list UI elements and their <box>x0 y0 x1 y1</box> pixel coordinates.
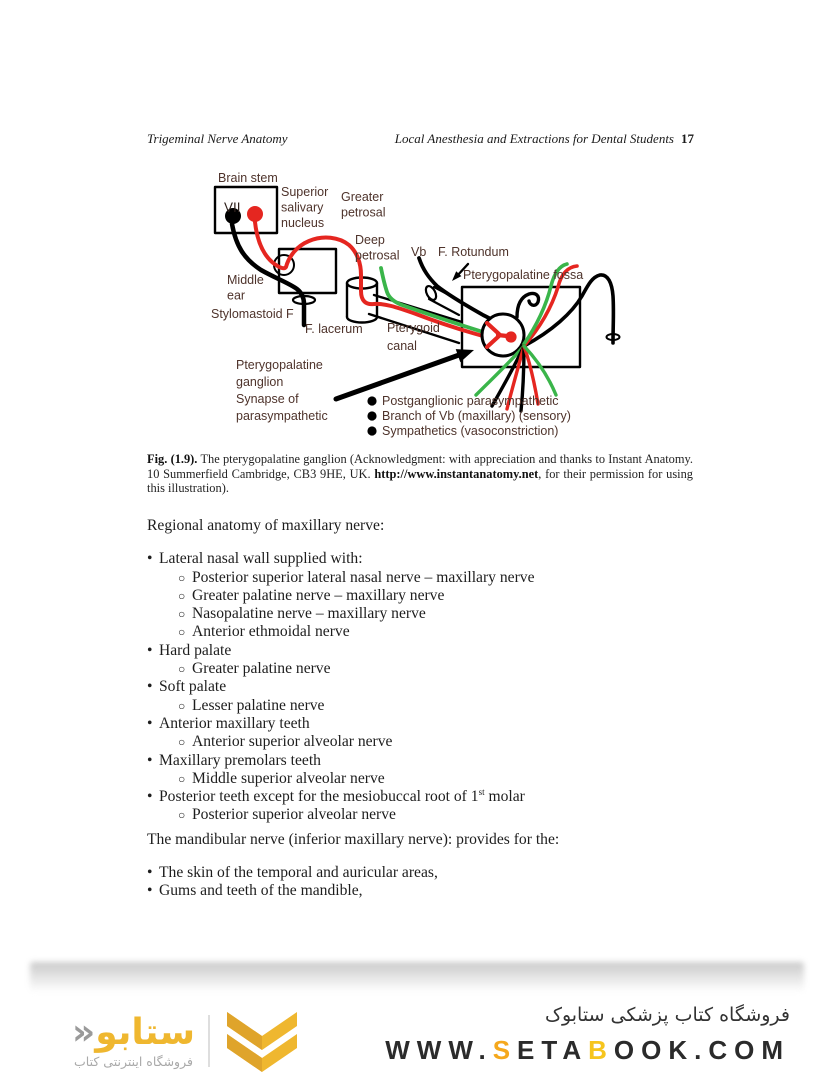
list-item-text: Hard palate <box>159 641 232 659</box>
list-item <box>147 605 703 623</box>
parasympathetic-soma-red <box>247 206 263 222</box>
bullet-marker: ○ <box>178 698 186 713</box>
list-item <box>147 569 703 587</box>
svg-text:parasympathetic: parasympathetic <box>236 409 328 423</box>
list-item-text: Posterior teeth except for the mesiobuccal root of 1 <box>159 788 479 806</box>
label-greater-petrosal: Greater <box>341 190 384 204</box>
list-item-text: Maxillary premolars teeth <box>159 751 321 769</box>
bullet-marker: ○ <box>178 735 186 750</box>
label-vii: VII <box>224 200 241 215</box>
list-item-text: Nasopalatine nerve – maxillary nerve <box>192 605 426 623</box>
svg-text:canal: canal <box>387 339 417 353</box>
label-pterygoid-canal: Pterygoid <box>387 321 440 335</box>
list-item: • Posterior teeth except for the mesiobuccal root of 1st molar <box>147 786 525 806</box>
list-item <box>147 882 703 900</box>
running-head-right: Local Anesthesia and Extractions for Dental Students 17 <box>394 131 694 146</box>
bullet-marker: ○ <box>178 588 186 603</box>
list-item <box>147 660 703 678</box>
list-item-text: Gums and teeth of the mandible, <box>159 882 363 900</box>
list-item <box>147 806 703 824</box>
logo-word-kaf: « <box>72 1011 96 1053</box>
list-item-text: Lateral nasal wall supplied with: <box>159 550 363 568</box>
legend-item: Branch of Vb (maxillary) (sensory) <box>382 409 571 423</box>
list-item-text: Anterior ethmoidal nerve <box>192 623 350 641</box>
svg-text:petrosal: petrosal <box>341 205 386 220</box>
logo-tagline: فروشگاه اینترنتی کتاب <box>74 1053 193 1069</box>
bullet-list-mandibular <box>147 864 703 901</box>
footer-store-title: فروشگاه کتاب پزشکی ستابوک <box>544 1004 790 1026</box>
bullet-marker: • <box>147 864 153 882</box>
label-brain-stem: Brain stem <box>218 171 278 185</box>
list-item <box>147 752 703 770</box>
bullet-marker: • <box>147 882 153 900</box>
list-item <box>147 642 703 660</box>
legend-bullets <box>367 396 376 435</box>
list-item <box>147 623 703 641</box>
bullet-marker: • <box>147 641 153 659</box>
label-f-rotundum: F. Rotundum <box>438 245 509 259</box>
svg-text:Synapse of: Synapse of <box>236 392 299 406</box>
label-vb: Vb <box>411 245 427 259</box>
bullet-marker: • <box>147 678 153 696</box>
figure-caption: Fig. (1.9). The pterygopalatine ganglion (Acknowledgment: with appreciation and thanks to Instant Anatomy. 10 Summerfield Cambridge, CB3 9HE, UK. http://www.instantanatomy.net, for their permission for using this illustration). <box>147 452 693 496</box>
setabook-logo <box>72 1010 301 1072</box>
double-chevron-icon <box>223 1010 301 1072</box>
running-head-left: Trigeminal Nerve Anatomy <box>147 131 288 146</box>
logo-word-main: ستابو <box>95 1011 195 1053</box>
label-middle-ear: Middle <box>227 273 264 287</box>
paragraph-regional-anatomy: Regional anatomy of maxillary nerve: <box>147 517 385 534</box>
list-item-text: Anterior maxillary teeth <box>159 714 310 732</box>
list-item-text: Middle superior alveolar nerve <box>192 769 385 787</box>
svg-text:nucleus: nucleus <box>281 216 325 230</box>
bullet-marker: ○ <box>178 808 186 823</box>
body-text <box>147 517 703 901</box>
page-number: 17 <box>681 131 694 146</box>
label-superior-salivary: Superior <box>281 185 329 199</box>
label-ganglion: Pterygopalatine <box>236 358 323 372</box>
list-item-text: Greater palatine nerve <box>192 660 331 678</box>
figure-diagram <box>0 160 834 450</box>
label-pterygopalatine-fossa: Pterygopalatine fossa <box>463 268 584 282</box>
footer-right <box>385 1004 790 1066</box>
label-f-lacerum: F. lacerum <box>305 322 363 336</box>
list-item <box>147 697 703 715</box>
bullet-marker: • <box>147 714 153 732</box>
svg-text:salivary: salivary <box>281 200 324 215</box>
bullet-list-maxillary <box>147 550 703 824</box>
bullet-marker: ○ <box>178 607 186 622</box>
list-item <box>147 864 703 882</box>
page-bottom-shadow <box>30 962 804 992</box>
footer-banner <box>0 1000 834 1080</box>
ganglion-pointer-arrow <box>336 349 474 399</box>
synapse-dot <box>505 331 516 342</box>
list-item <box>147 770 703 788</box>
list-item-text: Posterior superior lateral nasal nerve – maxillary nerve <box>192 568 535 586</box>
list-item <box>147 733 703 751</box>
list-item-text: Greater palatine nerve – maxillary nerve <box>192 586 445 604</box>
list-item <box>147 715 703 733</box>
bullet-marker: ○ <box>178 625 186 640</box>
svg-text:petrosal: petrosal <box>355 248 400 263</box>
paragraph-mandibular: The mandibular nerve (inferior maxillary nerve): provides for the: <box>147 830 560 848</box>
bullet-marker: ○ <box>178 771 186 786</box>
logo-divider <box>208 1015 210 1067</box>
list-item-text: Posterior superior alveolar nerve <box>192 806 396 824</box>
list-item-text: Lesser palatine nerve <box>192 696 325 714</box>
svg-text:ganglion: ganglion <box>236 375 284 389</box>
legend-item: Sympathetics (vasoconstriction) <box>382 424 559 438</box>
label-deep-petrosal: Deep <box>355 233 385 247</box>
list-item <box>147 550 703 568</box>
list-item <box>147 587 703 605</box>
list-item-text: Soft palate <box>159 678 227 696</box>
bullet-marker: ○ <box>178 662 186 677</box>
bullet-marker: • <box>147 788 153 806</box>
list-item <box>147 678 703 696</box>
legend-item: Postganglionic parasympathetic <box>382 394 559 408</box>
list-item-text: The skin of the temporal and auricular areas, <box>159 864 438 882</box>
figure-caption-label: Fig. (1.9). <box>147 452 198 466</box>
label-stylomastoid: Stylomastoid F <box>211 307 294 321</box>
setabook-wordmark <box>72 1011 195 1069</box>
bullet-marker: • <box>147 751 153 769</box>
instantanatomy-link[interactable]: http://www.instantanatomy.net <box>374 466 539 481</box>
page-header <box>147 131 694 147</box>
bullet-marker: ○ <box>178 570 186 585</box>
footer-website-url[interactable]: WWW.SETABOOK.COM <box>385 1035 790 1065</box>
svg-text:ear: ear <box>227 288 246 303</box>
bullet-marker: • <box>147 550 153 568</box>
list-item-text: Anterior superior alveolar nerve <box>192 733 393 751</box>
